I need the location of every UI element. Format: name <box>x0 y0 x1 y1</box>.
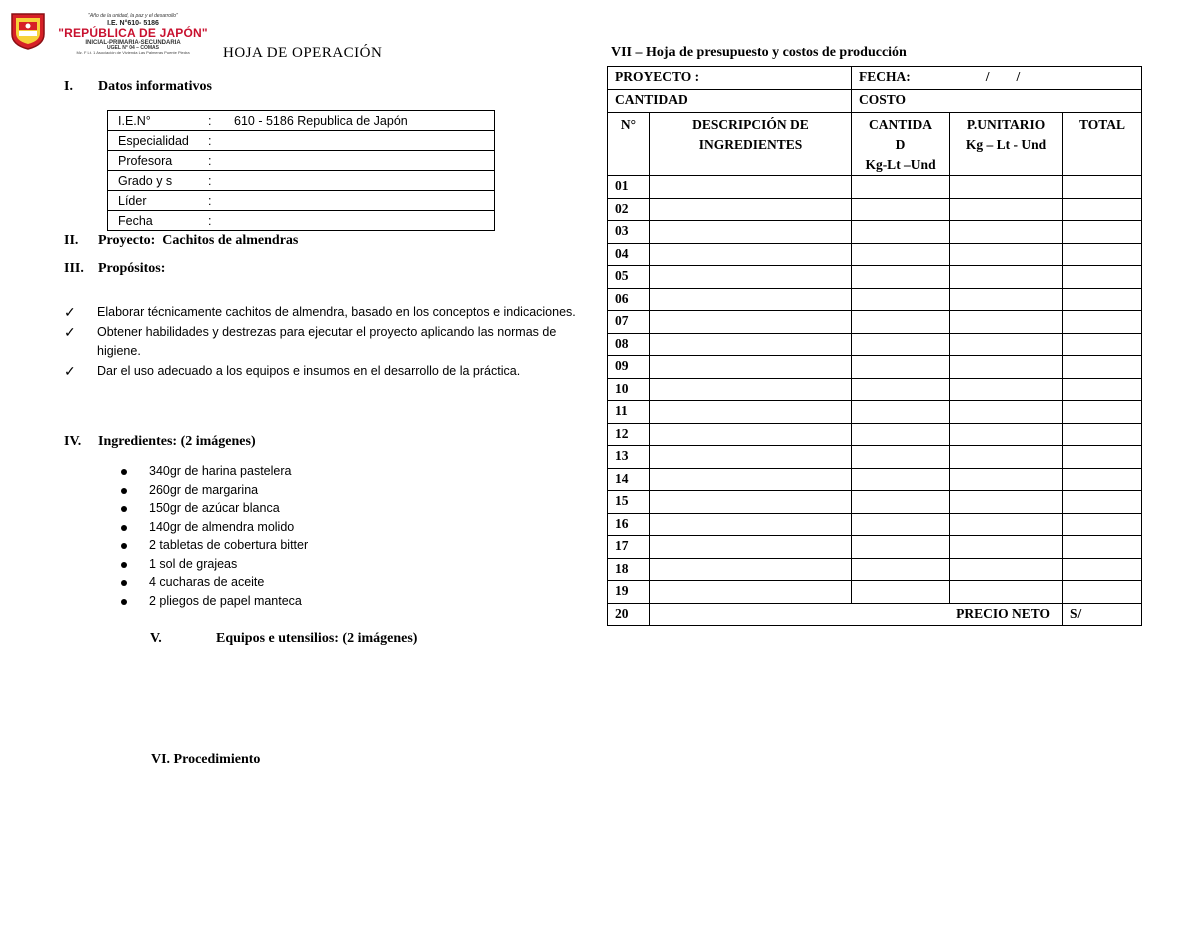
info-cell <box>108 171 495 191</box>
info-key: Profesora <box>118 153 173 168</box>
purposes-list <box>64 303 594 381</box>
info-row <box>108 191 495 211</box>
col-quantity-line-1: CANTIDA <box>869 117 933 132</box>
row-description-cell[interactable] <box>650 491 852 514</box>
date-field <box>852 67 1142 90</box>
row-unit-price-cell[interactable] <box>950 378 1063 401</box>
info-row <box>108 171 495 191</box>
row-quantity-cell[interactable] <box>852 198 950 221</box>
row-number: 17 <box>608 536 650 559</box>
cost-field-label: COSTO <box>852 90 1142 113</box>
ingredients-list <box>121 462 308 610</box>
ingredient-text: 4 cucharas de aceite <box>149 575 265 589</box>
cost-row <box>608 401 1142 424</box>
cost-table <box>607 66 1142 626</box>
school-crest-icon <box>10 12 46 50</box>
bullet-icon <box>121 562 127 568</box>
info-colon: : <box>208 173 212 188</box>
row-description-cell[interactable] <box>650 423 852 446</box>
section-2-heading <box>64 233 298 249</box>
row-description-cell[interactable] <box>650 581 852 604</box>
purpose-text: Obtener habilidades y destrezas para ejecutar el proyecto aplicando las normas de higiene. <box>97 324 557 358</box>
row-unit-price-cell[interactable] <box>950 491 1063 514</box>
row-total-cell[interactable] <box>1063 491 1142 514</box>
net-price-label: PRECIO NETO <box>650 603 1063 626</box>
row-unit-price-cell[interactable] <box>950 536 1063 559</box>
logo-address: Mz. F Lt. 1 Asociación de Vivienda Las Palmeras Puente Piedra <box>76 50 190 55</box>
purpose-text: Dar el uso adecuado a los equipos e insumos en el desarrollo de la práctica. <box>97 363 521 378</box>
row-quantity-cell[interactable] <box>852 401 950 424</box>
ingredient-text: 2 pliegos de papel manteca <box>149 593 302 608</box>
row-total-cell[interactable] <box>1063 401 1142 424</box>
cost-row <box>608 378 1142 401</box>
row-quantity-cell[interactable] <box>852 243 950 266</box>
row-description-cell[interactable] <box>650 558 852 581</box>
row-unit-price-cell[interactable] <box>950 333 1063 356</box>
row-number: 04 <box>608 243 650 266</box>
section-5-heading <box>150 631 417 647</box>
info-row <box>108 131 495 151</box>
row-total-cell[interactable] <box>1063 513 1142 536</box>
row-unit-price-cell[interactable] <box>950 423 1063 446</box>
info-key: Especialidad <box>118 133 189 148</box>
row-number: 20 <box>608 603 650 626</box>
row-description-cell[interactable] <box>650 198 852 221</box>
row-unit-price-cell[interactable] <box>950 446 1063 469</box>
info-cell <box>108 211 495 231</box>
ingredient-item <box>121 573 308 592</box>
col-description-header <box>650 113 852 176</box>
checkmark-icon: ✓ <box>64 304 76 320</box>
col-description-line-2: INGREDIENTES <box>698 137 803 152</box>
row-description-cell[interactable] <box>650 176 852 199</box>
row-number: 03 <box>608 221 650 244</box>
section-5-label: Equipos e utensilios: (2 imágenes) <box>216 631 418 646</box>
info-cell <box>108 131 495 151</box>
quantity-field-label: CANTIDAD <box>608 90 852 113</box>
row-quantity-cell[interactable] <box>852 491 950 514</box>
purpose-item <box>64 362 594 382</box>
cost-row-net-price <box>608 603 1142 626</box>
row-unit-price-cell[interactable] <box>950 198 1063 221</box>
row-total-cell[interactable] <box>1063 288 1142 311</box>
row-description-cell[interactable] <box>650 446 852 469</box>
cost-header-row-quantity <box>608 90 1142 113</box>
row-description-cell[interactable] <box>650 221 852 244</box>
purpose-item <box>64 303 594 323</box>
ingredient-text: 340gr de harina pastelera <box>149 464 292 478</box>
cost-row <box>608 468 1142 491</box>
bullet-icon <box>121 543 127 549</box>
checkmark-icon: ✓ <box>64 323 76 340</box>
section-3-heading <box>64 261 165 277</box>
cost-header-row-project <box>608 67 1142 90</box>
row-total-cell[interactable] <box>1063 446 1142 469</box>
row-total-cell[interactable] <box>1063 356 1142 379</box>
row-number: 05 <box>608 266 650 289</box>
section-4-heading <box>64 434 256 450</box>
row-number: 16 <box>608 513 650 536</box>
row-number: 07 <box>608 311 650 334</box>
info-key: Fecha <box>118 213 153 228</box>
row-unit-price-cell[interactable] <box>950 311 1063 334</box>
row-quantity-cell[interactable] <box>852 176 950 199</box>
col-unit-price-line-2: Kg – Lt - Und <box>965 137 1047 152</box>
row-description-cell[interactable] <box>650 356 852 379</box>
cost-row <box>608 243 1142 266</box>
row-quantity-cell[interactable] <box>852 446 950 469</box>
row-quantity-cell[interactable] <box>852 513 950 536</box>
cost-row <box>608 333 1142 356</box>
row-quantity-cell[interactable] <box>852 221 950 244</box>
row-number: 15 <box>608 491 650 514</box>
ingredient-item <box>121 518 308 537</box>
ingredient-item <box>121 499 308 518</box>
ingredient-item <box>121 462 308 481</box>
info-value: 610 - 5186 Republica de Japón <box>234 113 408 128</box>
row-description-cell[interactable] <box>650 311 852 334</box>
section-5-number: V. <box>150 631 162 646</box>
row-total-cell[interactable] <box>1063 176 1142 199</box>
row-description-cell[interactable] <box>650 378 852 401</box>
info-row <box>108 151 495 171</box>
logo-school-name: "REPÚBLICA DE JAPÓN" <box>58 26 208 40</box>
row-quantity-cell[interactable] <box>852 468 950 491</box>
logo-ugel: UGEL N° 04 – COMAS <box>107 45 159 51</box>
row-unit-price-cell[interactable] <box>950 176 1063 199</box>
row-description-cell[interactable] <box>650 513 852 536</box>
info-colon: : <box>208 153 212 168</box>
ingredient-item <box>121 555 308 574</box>
bullet-icon <box>121 599 127 605</box>
row-total-cell[interactable] <box>1063 266 1142 289</box>
ingredient-text: 1 sol de grajeas <box>149 556 238 571</box>
section-6-heading: VI. Procedimiento <box>151 752 261 767</box>
row-description-cell[interactable] <box>650 401 852 424</box>
section-1-heading <box>64 79 212 95</box>
info-cell <box>108 191 495 211</box>
cost-column-headers <box>608 113 1142 176</box>
section-2-number: II. <box>64 233 79 248</box>
bullet-icon <box>121 488 127 494</box>
row-total-cell[interactable] <box>1063 243 1142 266</box>
info-key: Líder <box>118 193 147 208</box>
row-total-cell[interactable] <box>1063 198 1142 221</box>
section-7-heading: VII – Hoja de presupuesto y costos de producción <box>611 45 907 60</box>
ingredient-text: 260gr de margarina <box>149 482 259 497</box>
row-total-cell[interactable] <box>1063 581 1142 604</box>
row-number: 14 <box>608 468 650 491</box>
purpose-text: Elaborar técnicamente cachitos de almendra, basado en los conceptos e indicaciones. <box>97 305 576 319</box>
row-number: 09 <box>608 356 650 379</box>
cost-row <box>608 558 1142 581</box>
info-colon: : <box>208 213 212 228</box>
info-colon: : <box>208 133 212 148</box>
row-unit-price-cell[interactable] <box>950 243 1063 266</box>
row-unit-price-cell[interactable] <box>950 266 1063 289</box>
row-unit-price-cell[interactable] <box>950 221 1063 244</box>
info-colon: : <box>208 193 212 208</box>
info-row <box>108 111 495 131</box>
section-3-number: III. <box>64 261 84 276</box>
row-unit-price-cell[interactable] <box>950 513 1063 536</box>
cost-row <box>608 536 1142 559</box>
info-row <box>108 211 495 231</box>
row-description-cell[interactable] <box>650 266 852 289</box>
cost-row <box>608 176 1142 199</box>
logo-levels: INICIAL-PRIMARIA-SECUNDARIA <box>85 40 181 46</box>
page-title: HOJA DE OPERACIÓN <box>223 45 383 61</box>
row-number: 12 <box>608 423 650 446</box>
cost-row <box>608 311 1142 334</box>
row-number: 13 <box>608 446 650 469</box>
ingredient-item <box>121 481 308 500</box>
bullet-icon <box>121 469 127 475</box>
section-1-label: Datos informativos <box>98 79 212 94</box>
cost-row <box>608 221 1142 244</box>
section-2-label: Proyecto: <box>98 233 156 248</box>
section-1-number: I. <box>64 79 73 94</box>
row-number: 08 <box>608 333 650 356</box>
col-unit-price-header <box>950 113 1063 176</box>
bullet-icon <box>121 525 127 531</box>
bullet-icon <box>121 506 127 512</box>
row-unit-price-cell[interactable] <box>950 558 1063 581</box>
info-colon: : <box>208 113 212 128</box>
row-description-cell[interactable] <box>650 288 852 311</box>
cost-row <box>608 513 1142 536</box>
row-quantity-cell[interactable] <box>852 333 950 356</box>
info-cell <box>108 151 495 171</box>
cost-row <box>608 356 1142 379</box>
col-description-line-1: DESCRIPCIÓN DE <box>692 117 809 132</box>
bullet-icon <box>121 580 127 586</box>
row-description-cell[interactable] <box>650 333 852 356</box>
row-total-cell[interactable] <box>1063 468 1142 491</box>
info-key: Grado y s <box>118 173 173 188</box>
col-unit-price-line-1: P.UNITARIO <box>966 117 1046 132</box>
ingredient-item <box>121 536 308 555</box>
row-number: 02 <box>608 198 650 221</box>
row-total-cell[interactable] <box>1063 423 1142 446</box>
date-slashes: / / <box>985 69 1021 84</box>
info-cell <box>108 111 495 131</box>
logo-motto: "Año de la unidad, la paz y el desarrollo" <box>88 13 178 19</box>
row-number: 01 <box>608 176 650 199</box>
row-description-cell[interactable] <box>650 243 852 266</box>
cost-row <box>608 288 1142 311</box>
row-total-cell[interactable] <box>1063 221 1142 244</box>
col-number-header: N° <box>608 113 650 176</box>
cost-row <box>608 423 1142 446</box>
row-quantity-cell[interactable] <box>852 378 950 401</box>
logo-ie: I.E. N°610- 5186 <box>107 20 159 27</box>
row-unit-price-cell[interactable] <box>950 288 1063 311</box>
row-number: 10 <box>608 378 650 401</box>
col-quantity-line-3: Kg-Lt –Und <box>865 157 936 172</box>
row-quantity-cell[interactable] <box>852 423 950 446</box>
ingredient-item <box>121 592 308 611</box>
info-table <box>107 110 495 231</box>
section-4-label: Ingredientes: (2 imágenes) <box>98 434 256 449</box>
row-total-cell[interactable] <box>1063 558 1142 581</box>
row-quantity-cell[interactable] <box>852 356 950 379</box>
row-unit-price-cell[interactable] <box>950 356 1063 379</box>
row-total-cell[interactable] <box>1063 536 1142 559</box>
row-quantity-cell[interactable] <box>852 288 950 311</box>
row-number: 11 <box>608 401 650 424</box>
checkmark-icon: ✓ <box>64 362 76 379</box>
row-quantity-cell[interactable] <box>852 558 950 581</box>
row-quantity-cell[interactable] <box>852 266 950 289</box>
section-3-label: Propósitos: <box>98 261 166 276</box>
section-4-number: IV. <box>64 434 82 449</box>
ingredient-text: 140gr de almendra molido <box>149 519 295 534</box>
row-quantity-cell[interactable] <box>852 311 950 334</box>
row-quantity-cell[interactable] <box>852 536 950 559</box>
row-number: 19 <box>608 581 650 604</box>
row-number: 18 <box>608 558 650 581</box>
ingredient-text: 150gr de azúcar blanca <box>149 501 280 515</box>
net-price-currency[interactable]: S/ <box>1063 603 1142 626</box>
row-unit-price-cell[interactable] <box>950 468 1063 491</box>
info-key: I.E.N° <box>118 113 151 128</box>
col-quantity-line-2: D <box>895 137 906 152</box>
row-unit-price-cell[interactable] <box>950 401 1063 424</box>
cost-row <box>608 491 1142 514</box>
cost-row <box>608 198 1142 221</box>
col-quantity-header <box>852 113 950 176</box>
row-description-cell[interactable] <box>650 536 852 559</box>
cost-row <box>608 446 1142 469</box>
project-name: Cachitos de almendras <box>162 233 299 248</box>
row-quantity-cell[interactable] <box>852 581 950 604</box>
row-unit-price-cell[interactable] <box>950 581 1063 604</box>
school-logo-text <box>58 14 208 55</box>
purpose-item <box>64 323 594 362</box>
ingredient-text: 2 tabletas de cobertura bitter <box>149 538 309 552</box>
cost-row <box>608 581 1142 604</box>
col-total-header: TOTAL <box>1063 113 1142 176</box>
row-description-cell[interactable] <box>650 468 852 491</box>
row-total-cell[interactable] <box>1063 311 1142 334</box>
row-total-cell[interactable] <box>1063 333 1142 356</box>
cost-row <box>608 266 1142 289</box>
row-number: 06 <box>608 288 650 311</box>
row-total-cell[interactable] <box>1063 378 1142 401</box>
project-field-label: PROYECTO : <box>608 67 852 90</box>
date-field-label: FECHA: <box>859 69 911 84</box>
